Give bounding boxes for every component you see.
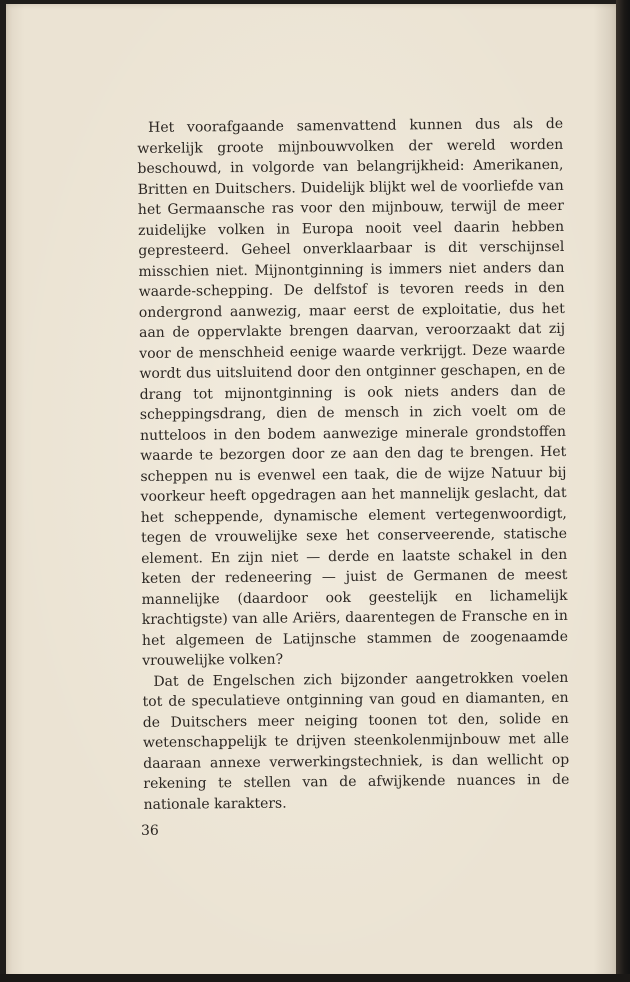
book-spine-edge	[616, 0, 630, 982]
paragraph-1: Het voorafgaande samenvattend kunnen dus als de werkelijk groote mijnbouwvolken der wereld worden beschouwd, in volgorde van belangrijkheid: Amerikanen, Britten en Duitschers. Duidelijk blijkt wel de voorliefde van het Germaansche ras voor den mijnbouw, terwijl de meer zuidelijke volken in Europa nooit veel daarin hebben gepresteerd. Geheel onverklaarbaar is dit verschijnsel misschien niet. Mijnontginning is immers niet anders dan waarde-schepping. De delfstof is tevoren reeds in den ondergrond aanwezig, maar eerst de exploitatie, dus het aan de oppervlakte brengen daarvan, veroorzaakt dat zij voor de menschheid eenige waarde verkrijgt. Deze waarde wordt dus uitsluitend door den ontginner geschapen, en de drang tot mijnontginning is ook niets anders dan de scheppingsdrang, dien de mensch in zich voelt om de nutteloos in den bodem aanwezige minerale grondstoffen waarde te bezorgen door ze aan den dag te brengen. Het scheppen nu is evenwel een taak, die de wijze Natuur bij voorkeur heeft opgedragen aan het mannelijk geslacht, dat het scheppende, dynamische element vertegenwoordigt, tegen de vrouwelijke sexe het conserveerende, statische element. En zijn niet — derde en laatste schakel in den keten der redeneering — juist de Germanen de meest mannelijke (daardoor ook geestelijk en lichamelijk krachtigste) van alle Ariërs, daarentegen de Fransche en in het algemeen de Latijnsche stammen de zoogenaamde vrouwelijke volken?	[137, 115, 569, 669]
body-text	[137, 114, 570, 815]
bottom-edge	[0, 974, 630, 982]
paragraph-2: Dat de Engelschen zich bijzonder aangetrokken voelen tot de speculatieve ontginning van goud en diamanten, en de Duitschers meer neiging toonen tot den, solide en wetenschappelijk te drijven steenkolenmijnbouw met alle daaraan annexe verwerkingstechniek, is dan wellicht op rekening te stellen van de afwijkende nuances in de nationale karakters.	[142, 669, 570, 813]
page-number: 36	[141, 823, 159, 839]
